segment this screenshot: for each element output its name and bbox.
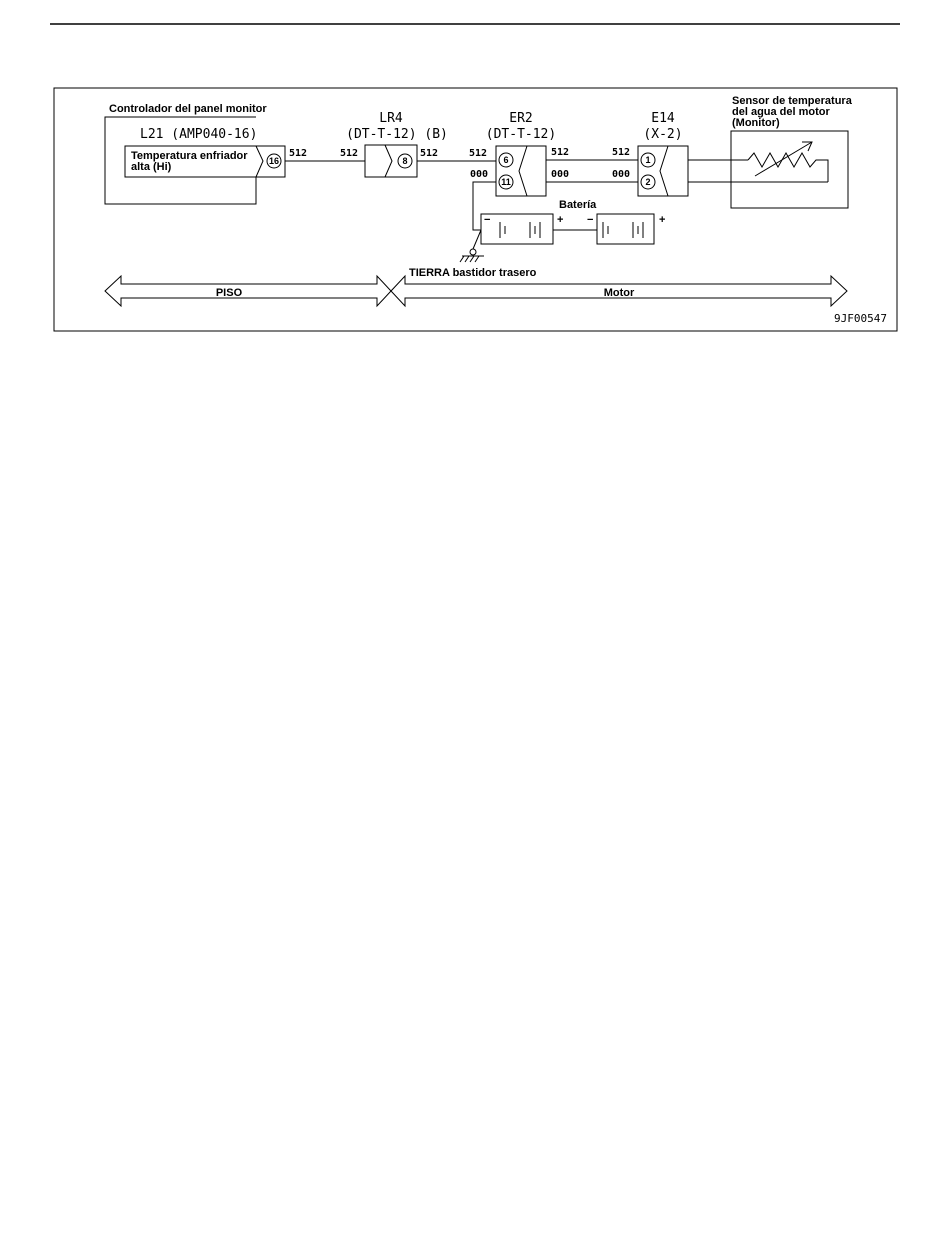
sensor-label-line2: del agua del motor bbox=[732, 106, 830, 118]
e14-pin-a: 1 bbox=[645, 155, 651, 165]
wire-label-4: 512 bbox=[469, 148, 488, 159]
er2-pin-a: 6 bbox=[503, 155, 509, 165]
e14-type: (X-2) bbox=[643, 127, 683, 142]
wire-label-5: 512 bbox=[551, 147, 570, 158]
er2-name: ER2 bbox=[509, 111, 533, 126]
er2-pin-b: 11 bbox=[501, 177, 511, 187]
lr4-type: (DT-T-12) (B) bbox=[346, 127, 448, 142]
battery-1-minus: − bbox=[484, 214, 491, 226]
controller-connector: L21 (AMP040-16) bbox=[140, 127, 258, 142]
controller-signal-line2: alta (Hi) bbox=[131, 161, 172, 173]
sensor-box bbox=[731, 131, 848, 208]
battery-2-minus: − bbox=[587, 214, 594, 226]
battery-1-plus: + bbox=[557, 214, 564, 226]
er2-type: (DT-T-12) bbox=[485, 127, 557, 142]
controller-title: Controlador del panel monitor bbox=[109, 103, 267, 115]
e14-pin-b: 2 bbox=[645, 177, 651, 187]
wire-label-3: 512 bbox=[420, 148, 439, 159]
wire-label-8: 000 bbox=[612, 169, 631, 180]
battery-label: Batería bbox=[559, 199, 597, 211]
lr4-pin: 8 bbox=[402, 156, 408, 166]
battery-2-plus: + bbox=[659, 214, 666, 226]
ground-label: TIERRA bastidor trasero bbox=[409, 267, 537, 279]
controller-signal-line1: Temperatura enfriador bbox=[131, 150, 248, 162]
figure-id: 9JF00547 bbox=[834, 312, 887, 325]
wire-label-6: 512 bbox=[612, 147, 631, 158]
battery-cell-1 bbox=[481, 214, 553, 244]
zone-left-label: PISO bbox=[215, 287, 243, 299]
wire-label-7: 000 bbox=[551, 169, 570, 180]
zone-right-label: Motor bbox=[603, 287, 635, 299]
battery-cell-2 bbox=[597, 214, 654, 244]
ground-icon bbox=[460, 230, 484, 262]
controller-pin: 16 bbox=[268, 156, 280, 166]
lr4-name: LR4 bbox=[379, 111, 403, 126]
sensor-label-line3: (Monitor) bbox=[732, 117, 780, 129]
zone-arrow-left bbox=[105, 276, 391, 306]
wire-label-9: 000 bbox=[470, 169, 489, 180]
sensor-label-line1: Sensor de temperatura bbox=[732, 95, 852, 107]
wire-label-1: 512 bbox=[289, 148, 308, 159]
e14-name: E14 bbox=[651, 111, 675, 126]
wire-label-2: 512 bbox=[340, 148, 359, 159]
